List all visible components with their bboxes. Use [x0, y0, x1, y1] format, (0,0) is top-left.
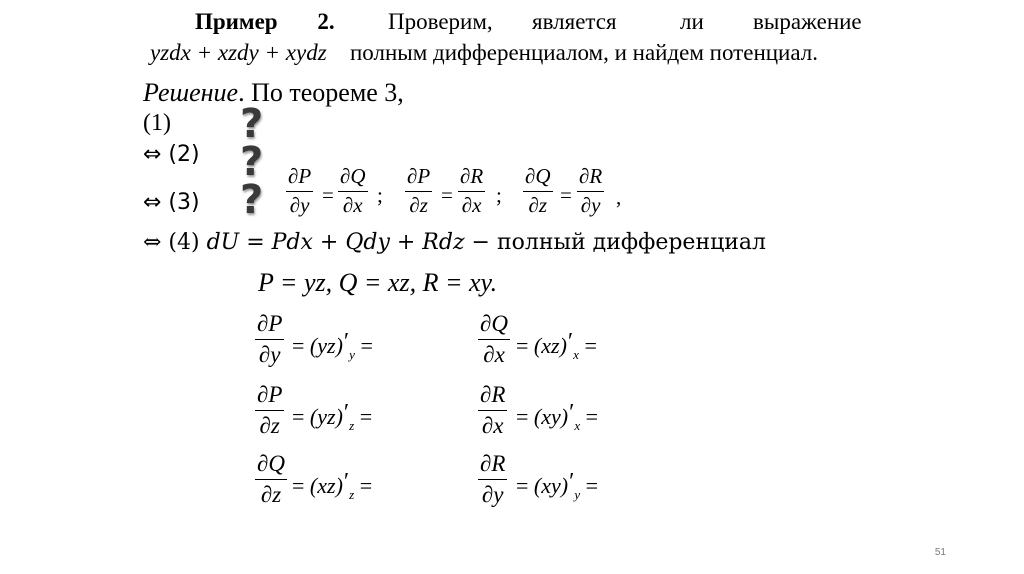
denominator: ∂z — [260, 482, 282, 507]
denominator: ∂y — [258, 342, 281, 367]
equals-sign: = — [441, 183, 453, 207]
header-line-2: полным дифференциалом, и найдем потенциал. — [350, 40, 819, 65]
numerator: ∂Q — [257, 451, 285, 476]
numerator: ∂Q — [525, 164, 551, 188]
fraction — [478, 383, 507, 437]
derivative-rhs: = $(xy)'_x$ = — [516, 400, 599, 433]
intro-word-3: ли — [680, 9, 704, 34]
denominator: ∂z — [528, 193, 548, 217]
numerator: ∂Q — [480, 311, 508, 336]
numerator: ∂R — [480, 382, 506, 407]
numerator: ∂R — [480, 451, 506, 476]
differential-expression: yzdx + xzdy + xydz — [150, 40, 327, 65]
page-number: 51 — [934, 547, 946, 558]
example-label: Пример 2. — [195, 9, 335, 34]
intro-word-1: Проверим, — [388, 9, 493, 34]
denominator: ∂y — [289, 193, 310, 217]
numerator: ∂R — [579, 164, 603, 188]
fraction — [255, 312, 284, 366]
fraction — [577, 166, 604, 216]
separator: ; — [496, 183, 502, 207]
definition-line: P = yz, Q = xz, R = xy. — [258, 268, 498, 297]
intro-word-2: является — [532, 9, 617, 34]
step-4: ⇔ (4) 𝑑𝑈 = 𝑃𝑑𝑥 + 𝑄𝑑𝑦 + 𝑅𝑑𝑧 − полный дифференциал — [143, 230, 767, 255]
fraction — [286, 166, 313, 216]
denominator: ∂x — [461, 193, 482, 217]
equals-sign: = — [322, 183, 334, 207]
step-2: ⇔ (2) — [143, 142, 200, 167]
fraction — [255, 383, 284, 437]
trailing-comma: , — [616, 185, 622, 209]
fraction — [458, 166, 485, 216]
denominator: ∂x — [481, 413, 504, 438]
fraction — [338, 166, 368, 216]
derivative-rhs: = $(yz)'_y$ = — [292, 329, 373, 362]
intro-word-4: выражение — [753, 9, 862, 34]
step-1: (1) — [143, 110, 171, 136]
numerator: ∂P — [257, 311, 283, 336]
step-3: ⇔ (3) — [143, 190, 200, 215]
numerator: ∂P — [288, 164, 312, 188]
solution-line — [143, 78, 404, 108]
denominator: ∂y — [481, 482, 504, 507]
question-mark-icon: ? — [240, 139, 264, 185]
denominator: ∂z — [259, 413, 280, 438]
derivative-rhs: = $(yz)'_z$ = — [292, 400, 373, 433]
denominator: ∂y — [580, 193, 601, 217]
derivative-rhs: = $(xy)'_y$ = — [516, 469, 599, 502]
derivative-rhs: = $(xz)'_z$ = — [292, 469, 373, 502]
numerator: ∂P — [407, 164, 431, 188]
separator: ; — [377, 183, 383, 207]
solution-text: . По теореме 3, — [238, 78, 404, 107]
solution-label: Решение — [143, 78, 239, 107]
denominator: ∂x — [342, 193, 363, 217]
fraction — [478, 452, 507, 506]
denominator: ∂z — [409, 193, 428, 217]
numerator: ∂R — [460, 164, 484, 188]
denominator: ∂x — [483, 342, 505, 367]
numerator: ∂P — [257, 382, 283, 407]
question-mark-icon: ? — [240, 101, 264, 147]
derivative-rhs: = $(xz)'_x$ = — [516, 329, 597, 362]
fraction — [523, 166, 553, 216]
question-mark-icon: ? — [240, 177, 264, 223]
equals-sign: = — [560, 183, 572, 207]
fraction — [478, 312, 510, 366]
numerator: ∂Q — [340, 164, 366, 188]
fraction — [405, 166, 432, 216]
fraction — [255, 452, 287, 506]
